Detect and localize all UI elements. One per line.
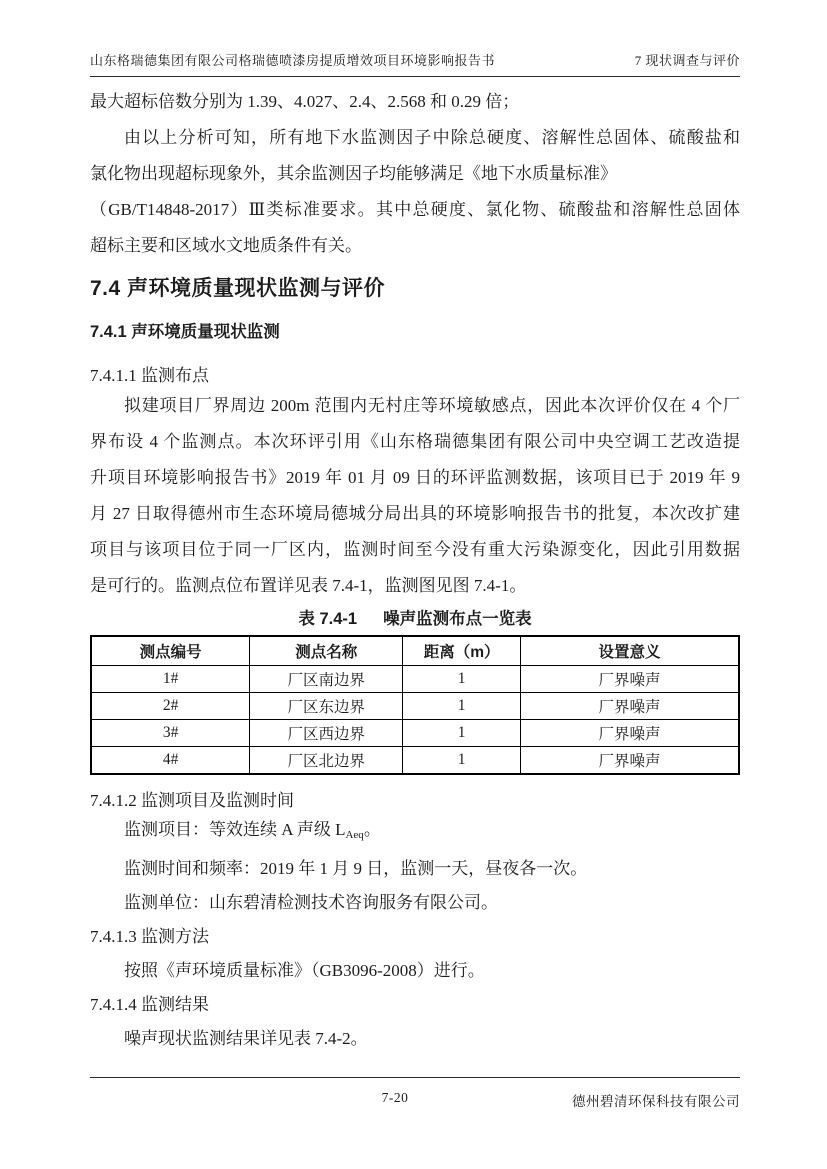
table-row — [91, 693, 739, 720]
table-caption-text: 噪声监测布点一览表 — [383, 610, 532, 628]
table-cell: 厂界噪声 — [521, 720, 739, 747]
paragraph-line: 氯化物出现超标现象外，其余监测因子均能够满足《地下水质量标准》 — [90, 164, 617, 183]
header-report-title: 山东格瑞德集团有限公司格瑞德喷漆房提质增效项目环境影响报告书 — [90, 53, 496, 68]
section-heading-7-4: 7.4 声环境质量现状监测与评价 — [90, 277, 386, 300]
method-line: 按照《声环境质量标准》（GB3096-2008）进行。 — [124, 961, 485, 980]
result-line: 噪声现状监测结果详见表 7.4-2。 — [124, 1029, 368, 1048]
paragraph-line: 升项目环境影响报告书》2019 年 01 月 09 日的环评监测数据，该项目已于 2019 年 9 — [90, 468, 740, 487]
page-content — [90, 84, 740, 1056]
monitor-item-line — [90, 813, 740, 852]
table-cell: 3# — [91, 720, 250, 747]
table-cell: 厂区北边界 — [250, 747, 403, 775]
noise-monitoring-table — [90, 635, 740, 775]
table-cell: 厂界噪声 — [521, 747, 739, 775]
section-heading-7-4-1-2: 7.4.1.2 监测项目及监测时间 — [90, 791, 294, 810]
table-cell: 4# — [91, 747, 250, 775]
table-cell: 1 — [403, 693, 521, 720]
monitor-item-suffix: 。 — [363, 820, 381, 839]
table-caption — [90, 606, 740, 632]
section-heading-7-4-1-1: 7.4.1.1 监测布点 — [90, 366, 209, 385]
table-header-row — [91, 636, 739, 666]
table-cell: 厂区南边界 — [250, 666, 403, 693]
table-cell: 1 — [403, 666, 521, 693]
table-cell: 1 — [403, 720, 521, 747]
monitor-unit-line: 监测单位：山东碧清检测技术咨询服务有限公司。 — [124, 893, 498, 912]
table-header-cell: 设置意义 — [521, 636, 739, 666]
paragraph-line: 月 27 日取得德州市生态环境局德城分局出具的环境影响报告书的批复，本次改扩建 — [90, 504, 740, 523]
page-header — [90, 50, 740, 77]
paragraph-monitoring-points — [90, 388, 740, 604]
table-cell: 2# — [91, 693, 250, 720]
table-cell: 厂区西边界 — [250, 720, 403, 747]
table-cell: 厂界噪声 — [521, 666, 739, 693]
header-chapter-title: 7 现状调查与评价 — [634, 53, 740, 68]
table-caption-label: 表 7.4-1 — [298, 610, 358, 628]
noise-table-body — [91, 666, 739, 775]
paragraph-line: 是可行的。监测点位布置详见表 7.4-1，监测图见图 7.4-1。 — [90, 576, 527, 595]
paragraph-line: 界布设 4 个监测点。本次环评引用《山东格瑞德集团有限公司中央空调工艺改造提 — [90, 432, 740, 451]
paragraph-line: 超标主要和区域水文地质条件有关。 — [90, 236, 362, 255]
paragraph-line: 最大超标倍数分别为 1.39、4.027、2.4、2.568 和 0.29 倍； — [90, 92, 520, 111]
table-header-cell: 测点名称 — [250, 636, 403, 666]
paragraph-line: 由以上分析可知，所有地下水监测因子中除总硬度、溶解性总固体、硫酸盐和 — [124, 128, 740, 147]
page-footer — [90, 1077, 740, 1108]
table-cell: 1 — [403, 747, 521, 775]
section-heading-7-4-1: 7.4.1 声环境质量现状监测 — [90, 323, 280, 341]
table-header-cell: 距离（m） — [403, 636, 521, 666]
monitor-item-subscript: Aeq — [345, 829, 364, 841]
table-cell: 1# — [91, 666, 250, 693]
paragraph-groundwater — [90, 120, 740, 264]
table-cell: 厂界噪声 — [521, 693, 739, 720]
monitor-item-prefix: 监测项目：等效连续 A 声级 L — [124, 820, 346, 839]
footer-page-number: 7-20 — [381, 1090, 409, 1105]
table-row — [91, 666, 739, 693]
table-header-cell: 测点编号 — [91, 636, 250, 666]
paragraph-line: 项目与该项目位于同一厂区内，监测时间至今没有重大污染源变化，因此引用数据 — [90, 540, 740, 559]
footer-company-name: 德州碧清环保科技有限公司 — [572, 1094, 740, 1109]
paragraph-line: 拟建项目厂界周边 200m 范围内无村庄等环境敏感点，因此本次评价仅在 4 个厂 — [124, 396, 740, 415]
table-row — [91, 720, 739, 747]
monitor-time-line: 监测时间和频率：2019 年 1 月 9 日，监测一天，昼夜各一次。 — [124, 859, 588, 878]
table-cell: 厂区东边界 — [250, 693, 403, 720]
paragraph-line: （GB/T14848-2017）Ⅲ类标准要求。其中总硬度、氯化物、硫酸盐和溶解性总固体 — [90, 200, 740, 219]
section-heading-7-4-1-4: 7.4.1.4 监测结果 — [90, 995, 209, 1014]
footer-row — [90, 1090, 740, 1108]
section-heading-7-4-1-3: 7.4.1.3 监测方法 — [90, 927, 209, 946]
table-row — [91, 747, 739, 775]
